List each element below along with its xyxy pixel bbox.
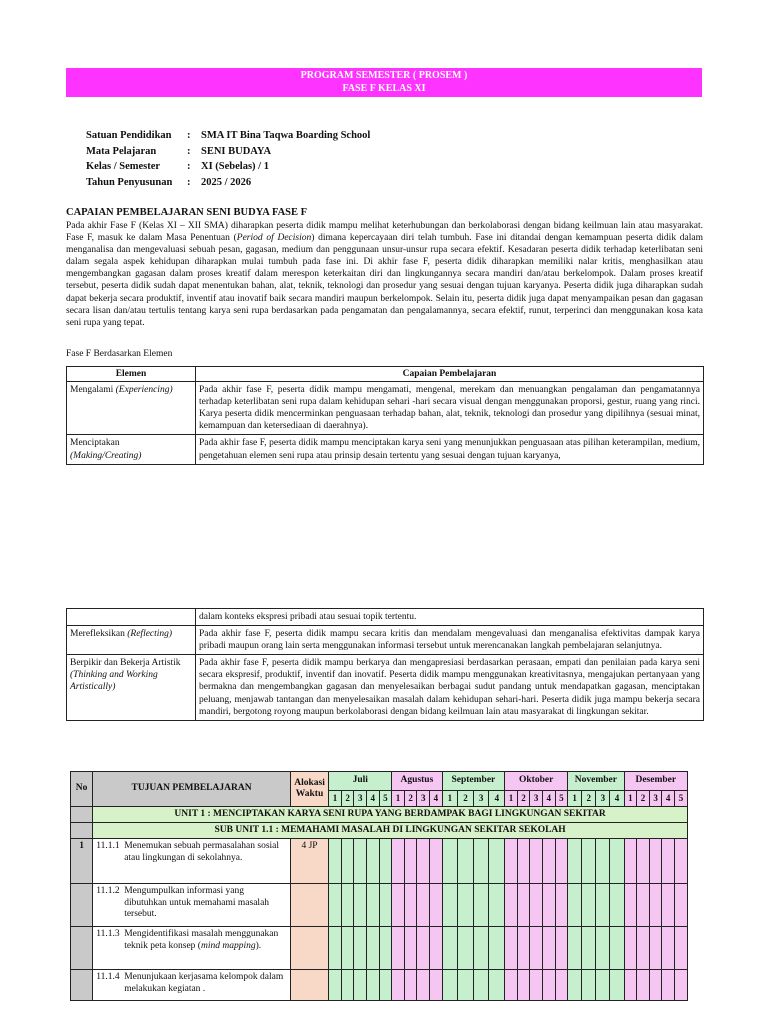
schedule-cell[interactable] bbox=[582, 839, 596, 884]
schedule-cell[interactable] bbox=[662, 927, 675, 970]
tp-row bbox=[71, 970, 688, 1001]
schedule-cell[interactable] bbox=[637, 927, 650, 970]
schedule-cell[interactable] bbox=[505, 970, 518, 1001]
schedule-cell[interactable] bbox=[624, 927, 637, 970]
element-description: Pada akhir fase F, peserta didik mampu mengamati, mengenal, merekam dan menuangkan pengalaman dan pengamatannya terhadap keterlibatan seni rupa dalam kehidupan sehari -hari secara visual dengan menggunakan proporsi, gestur, ruang yang rinci. Karya peserta didik mencerminkan penguasaan terhadap bahan, alat, teknik, teknologi dan prosedur yang dipilihnya (sesuai minat, kemampuan dan ketersediaan di daerahnya). bbox=[196, 382, 704, 435]
schedule-cell[interactable] bbox=[473, 884, 489, 927]
schedule-cell[interactable] bbox=[473, 839, 489, 884]
schedule-cell[interactable] bbox=[568, 884, 582, 927]
schedule-cell[interactable] bbox=[649, 839, 662, 884]
month-header: September bbox=[442, 772, 505, 791]
schedule-cell[interactable] bbox=[542, 884, 555, 927]
tp-allocation: 4 JP bbox=[290, 839, 328, 884]
unit-row bbox=[71, 807, 688, 823]
capaian-subheading: Fase F Berdasarkan Elemen bbox=[66, 349, 173, 359]
schedule-cell[interactable] bbox=[674, 839, 687, 884]
schedule-cell[interactable] bbox=[329, 884, 342, 927]
col-elemen: Elemen bbox=[67, 367, 196, 382]
week-number: 1 bbox=[624, 791, 637, 807]
schedule-cell[interactable] bbox=[379, 884, 392, 927]
month-header: Juli bbox=[329, 772, 392, 791]
schedule-cell[interactable] bbox=[568, 839, 582, 884]
schedule-cell[interactable] bbox=[417, 839, 430, 884]
week-number: 3 bbox=[596, 791, 610, 807]
month-header: Oktober bbox=[505, 772, 568, 791]
schedule-cell[interactable] bbox=[341, 884, 354, 927]
identity-label: Kelas / Semester bbox=[86, 161, 161, 173]
element-table bbox=[66, 366, 704, 465]
schedule-cell[interactable] bbox=[354, 927, 367, 970]
tp-number bbox=[71, 927, 93, 970]
plan-header-row bbox=[71, 772, 688, 791]
week-number: 1 bbox=[329, 791, 342, 807]
schedule-cell[interactable] bbox=[329, 927, 342, 970]
schedule-cell[interactable] bbox=[674, 884, 687, 927]
schedule-cell[interactable] bbox=[430, 839, 443, 884]
schedule-cell[interactable] bbox=[366, 884, 379, 927]
schedule-cell[interactable] bbox=[404, 839, 417, 884]
schedule-cell[interactable] bbox=[582, 970, 596, 1001]
identity-block bbox=[86, 128, 501, 190]
tp-row bbox=[71, 884, 688, 927]
unit-title: UNIT 1 : MENCIPTAKAN KARYA SENI RUPA YANG BERDAMPAK BAGI LINGKUNGAN SEKITAR bbox=[93, 807, 688, 823]
schedule-cell[interactable] bbox=[430, 927, 443, 970]
week-number: 4 bbox=[542, 791, 555, 807]
tp-allocation bbox=[290, 970, 328, 1001]
schedule-cell[interactable] bbox=[489, 970, 505, 1001]
week-number: 2 bbox=[458, 791, 474, 807]
schedule-cell[interactable] bbox=[404, 927, 417, 970]
schedule-cell[interactable] bbox=[489, 839, 505, 884]
schedule-cell[interactable] bbox=[417, 970, 430, 1001]
schedule-cell[interactable] bbox=[366, 970, 379, 1001]
week-number: 4 bbox=[662, 791, 675, 807]
week-number: 2 bbox=[637, 791, 650, 807]
element-name: Mengalami (Experiencing) bbox=[67, 382, 196, 435]
title-line-1: PROGRAM SEMESTER ( PROSEM ) bbox=[300, 70, 468, 81]
tp-row bbox=[71, 839, 688, 884]
schedule-cell[interactable] bbox=[430, 970, 443, 1001]
schedule-cell[interactable] bbox=[442, 927, 458, 970]
schedule-cell[interactable] bbox=[555, 927, 568, 970]
tp-allocation bbox=[290, 884, 328, 927]
schedule-cell[interactable] bbox=[649, 970, 662, 1001]
schedule-cell[interactable] bbox=[596, 839, 610, 884]
week-number: 4 bbox=[430, 791, 443, 807]
tp-row bbox=[71, 927, 688, 970]
month-header: November bbox=[568, 772, 624, 791]
tp-code: 11.1.1 bbox=[96, 841, 120, 851]
schedule-cell[interactable] bbox=[442, 884, 458, 927]
week-number: 1 bbox=[442, 791, 458, 807]
schedule-cell[interactable] bbox=[458, 884, 474, 927]
element-description: Pada akhir fase F, peserta didik mampu secara kritis dan mendalam mengevaluasi dan menganalisa efektivitas dampak karya pribadi maupun orang lain serta menggunakan informasi tersebut untuk merencanakan langkah pembelajaran selanjutnya. bbox=[196, 626, 704, 655]
schedule-cell[interactable] bbox=[568, 970, 582, 1001]
tp-allocation bbox=[290, 927, 328, 970]
tp-text: Mengumpulkan informasi yang dibutuhkan untuk memahami masalah tersebut. bbox=[124, 886, 270, 919]
identity-value: XI (Sebelas) / 1 bbox=[201, 161, 269, 173]
tp-code: 11.1.2 bbox=[96, 886, 120, 896]
element-description: Pada akhir fase F, peserta didik mampu menciptakan karya seni yang menunjukkan penguasaan atas pilihan keterampilan, medium, pengetahuan elemen seni rupa atau prinsip desain tertentu yang sesuai dengan tujuan karyanya, bbox=[196, 435, 704, 464]
title-line-2: FASE F KELAS XI bbox=[342, 83, 426, 94]
schedule-cell[interactable] bbox=[555, 884, 568, 927]
element-row bbox=[67, 626, 704, 655]
schedule-cell[interactable] bbox=[530, 927, 543, 970]
schedule-cell[interactable] bbox=[392, 927, 405, 970]
schedule-cell[interactable] bbox=[366, 927, 379, 970]
element-row bbox=[67, 435, 704, 464]
schedule-cell[interactable] bbox=[354, 970, 367, 1001]
week-number: 4 bbox=[366, 791, 379, 807]
element-description: dalam konteks ekspresi pribadi atau sesuai topik tertentu. bbox=[196, 609, 704, 626]
schedule-cell[interactable] bbox=[610, 884, 624, 927]
schedule-cell[interactable] bbox=[517, 970, 530, 1001]
element-row bbox=[67, 655, 704, 720]
col-no: No bbox=[71, 772, 93, 807]
tp-number bbox=[71, 970, 93, 1001]
schedule-cell[interactable] bbox=[366, 839, 379, 884]
schedule-cell[interactable] bbox=[596, 927, 610, 970]
week-number: 1 bbox=[568, 791, 582, 807]
schedule-cell[interactable] bbox=[596, 884, 610, 927]
element-name: Merefleksikan (Reflecting) bbox=[67, 626, 196, 655]
schedule-cell[interactable] bbox=[329, 839, 342, 884]
schedule-cell[interactable] bbox=[610, 927, 624, 970]
tp-text: Menunjukaan kerjasama kelompok dalam melakukan kegiatan . bbox=[124, 972, 284, 994]
tp-number bbox=[71, 884, 93, 927]
identity-row: Satuan Pendidikan : SMA IT Bina Taqwa Boarding School bbox=[86, 128, 501, 144]
schedule-cell[interactable] bbox=[530, 970, 543, 1001]
schedule-cell[interactable] bbox=[624, 970, 637, 1001]
schedule-cell[interactable] bbox=[341, 839, 354, 884]
month-header: Agustus bbox=[392, 772, 442, 791]
tp-code: 11.1.4 bbox=[96, 972, 120, 982]
subunit-row bbox=[71, 823, 688, 839]
schedule-cell[interactable] bbox=[637, 884, 650, 927]
col-capaian: Capaian Pembelajaran bbox=[196, 367, 704, 382]
schedule-cell[interactable] bbox=[473, 927, 489, 970]
schedule-cell[interactable] bbox=[674, 970, 687, 1001]
schedule-cell[interactable] bbox=[637, 839, 650, 884]
schedule-cell[interactable] bbox=[555, 839, 568, 884]
col-tujuan: TUJUAN PEMBELAJARAN bbox=[93, 772, 291, 807]
tp-description bbox=[93, 970, 291, 1001]
schedule-cell[interactable] bbox=[649, 884, 662, 927]
capaian-heading: CAPAIAN PEMBELAJARAN SENI BUDYA FASE F bbox=[66, 207, 308, 218]
tp-code: 11.1.3 bbox=[96, 929, 120, 939]
element-table-continued bbox=[66, 608, 704, 721]
tp-text: Menemukan sebuah permasalahan sosial atau lingkungan di sekolahnya. bbox=[124, 841, 280, 863]
schedule-cell[interactable] bbox=[542, 970, 555, 1001]
schedule-cell[interactable] bbox=[417, 884, 430, 927]
schedule-cell[interactable] bbox=[542, 927, 555, 970]
semester-plan-table bbox=[70, 771, 688, 1001]
tp-number: 1 bbox=[71, 839, 93, 884]
identity-row: Kelas / Semester : XI (Sebelas) / 1 bbox=[86, 159, 501, 175]
capaian-paragraph: Pada akhir Fase F (Kelas XI – XII SMA) diharapkan peserta didik mampu melihat keterhubungan dan berkolaborasi dengan bidang keilmuan lain atau masyarakat. Fase F, masuk ke dalam Masa Penentuan (Period of Decision) dimana kepercayaan diri telah tumbuh. Fase ini ditandai dengan kemampuan peserta didik dalam menganalisa dan mengevaluasi sebuah pesan, gagasan, medium dan penggunaan unsur-unsur rupa secara efektif. Kesadaran peserta didik terhadap keterlibatan seni dalam segala aspek kehidupan diharapkan mulai tumbuh pada fase ini. Di akhir fase F, peserta didik diharapkan memiliki nalar kritis, menghasilkan atau mengembangkan gagasan dalam proses kreatif dalam merespon keterkaitan diri dan lingkungannya secara mandiri dan/atau berkelompok. Dalam proses kreatif tersebut, peserta didik sudah dapat menentukan bahan, alat, teknik, teknologi dan prosedur yang sesuai dengan tujuan karyanya. Peserta didik juga diharapkan sudah dapat bekerja secara produktif, inventif atau inovatif baik secara mandiri maupun berkelompok. Selain itu, peserta didik juga dapat menyampaikan pesan dan gagasan secara lisan dan/atau tertulis tentang karya seni rupa berdasarkan pada pengamatan dan pengalamannya, secara efektif, runut, terperinci dan menggunakan kosa kata seni rupa yang tepat. bbox=[66, 221, 704, 328]
schedule-cell[interactable] bbox=[379, 839, 392, 884]
tp-rows bbox=[71, 839, 688, 1001]
schedule-cell[interactable] bbox=[662, 884, 675, 927]
schedule-cell[interactable] bbox=[329, 970, 342, 1001]
week-number: 2 bbox=[517, 791, 530, 807]
schedule-cell[interactable] bbox=[354, 839, 367, 884]
element-row bbox=[67, 382, 704, 435]
document-title-bar bbox=[66, 68, 702, 97]
tp-description bbox=[93, 884, 291, 927]
week-number: 3 bbox=[417, 791, 430, 807]
week-number: 4 bbox=[489, 791, 505, 807]
schedule-cell[interactable] bbox=[379, 927, 392, 970]
identity-label: Satuan Pendidikan bbox=[86, 130, 172, 142]
week-number: 3 bbox=[649, 791, 662, 807]
week-number: 3 bbox=[530, 791, 543, 807]
schedule-cell[interactable] bbox=[582, 927, 596, 970]
schedule-cell[interactable] bbox=[458, 839, 474, 884]
week-number: 1 bbox=[505, 791, 518, 807]
schedule-cell[interactable] bbox=[637, 970, 650, 1001]
schedule-cell[interactable] bbox=[555, 970, 568, 1001]
schedule-cell[interactable] bbox=[442, 970, 458, 1001]
schedule-cell[interactable] bbox=[379, 970, 392, 1001]
schedule-cell[interactable] bbox=[610, 970, 624, 1001]
schedule-cell[interactable] bbox=[517, 884, 530, 927]
schedule-cell[interactable] bbox=[458, 970, 474, 1001]
week-number: 5 bbox=[555, 791, 568, 807]
schedule-cell[interactable] bbox=[674, 927, 687, 970]
subunit-title: SUB UNIT 1.1 : MEMAHAMI MASALAH DI LINGKUNGAN SEKITAR SEKOLAH bbox=[93, 823, 688, 839]
week-number: 2 bbox=[341, 791, 354, 807]
identity-row: Mata Pelajaran : SENI BUDAYA bbox=[86, 144, 501, 160]
schedule-cell[interactable] bbox=[489, 927, 505, 970]
schedule-cell[interactable] bbox=[505, 839, 518, 884]
tp-description bbox=[93, 927, 291, 970]
schedule-cell[interactable] bbox=[473, 970, 489, 1001]
week-number: 2 bbox=[404, 791, 417, 807]
schedule-cell[interactable] bbox=[505, 927, 518, 970]
identity-row: Tahun Penyusunan : 2025 / 2026 bbox=[86, 175, 501, 191]
identity-value: SMA IT Bina Taqwa Boarding School bbox=[201, 130, 371, 142]
schedule-cell[interactable] bbox=[505, 884, 518, 927]
col-alokasi: Alokasi Waktu bbox=[290, 772, 328, 807]
element-description: Pada akhir fase F, peserta didik mampu berkarya dan mengapresiasi berdasarkan perasaan, empati dan penilaian pada karya seni secara ekspresif, produktif, inventif dan inovatif. Peserta didik mampu menggunakan kreativitasnya, mengajukan pertanyaan yang bermakna dan mengembangkan gagasan dan menyelesaikan berbagai sudut pandang untuk mendapatkan gagasan, menciptakan peluang, menjawab tantangan dan menyelesaikan masalah dalam kehidupan sehari-hari. Peserta didik juga mampu bekerja secara mandiri, bergotong royong maupun berkolaborasi dengan bidang keilmuan lain atau masyarakat di lingkungan sekitar. bbox=[196, 655, 704, 720]
tp-text: Mengidentifikasi masalah menggunakan teknik peta konsep (mind mapping). bbox=[124, 929, 279, 951]
schedule-cell[interactable] bbox=[458, 927, 474, 970]
schedule-cell[interactable] bbox=[341, 927, 354, 970]
schedule-cell[interactable] bbox=[530, 839, 543, 884]
element-name: Berpikir dan Bekerja Artistik (Thinking and Working Artistically) bbox=[67, 655, 196, 720]
week-number: 4 bbox=[610, 791, 624, 807]
schedule-cell[interactable] bbox=[417, 927, 430, 970]
schedule-cell[interactable] bbox=[662, 839, 675, 884]
schedule-cell[interactable] bbox=[517, 927, 530, 970]
schedule-cell[interactable] bbox=[568, 927, 582, 970]
element-row bbox=[67, 609, 704, 626]
schedule-cell[interactable] bbox=[430, 884, 443, 927]
schedule-cell[interactable] bbox=[354, 884, 367, 927]
schedule-cell[interactable] bbox=[624, 884, 637, 927]
schedule-cell[interactable] bbox=[392, 970, 405, 1001]
week-number: 5 bbox=[674, 791, 687, 807]
schedule-cell[interactable] bbox=[404, 884, 417, 927]
identity-label: Mata Pelajaran bbox=[86, 145, 157, 157]
schedule-cell[interactable] bbox=[489, 884, 505, 927]
schedule-cell[interactable] bbox=[596, 970, 610, 1001]
schedule-cell[interactable] bbox=[442, 839, 458, 884]
schedule-cell[interactable] bbox=[392, 884, 405, 927]
schedule-cell[interactable] bbox=[542, 839, 555, 884]
schedule-cell[interactable] bbox=[610, 839, 624, 884]
schedule-cell[interactable] bbox=[341, 970, 354, 1001]
week-number: 3 bbox=[354, 791, 367, 807]
schedule-cell[interactable] bbox=[392, 839, 405, 884]
schedule-cell[interactable] bbox=[517, 839, 530, 884]
schedule-cell[interactable] bbox=[530, 884, 543, 927]
week-number: 5 bbox=[379, 791, 392, 807]
element-name: Menciptakan (Making/Creating) bbox=[67, 435, 196, 464]
element-table-header bbox=[67, 367, 704, 382]
schedule-cell[interactable] bbox=[649, 927, 662, 970]
tp-description bbox=[93, 839, 291, 884]
schedule-cell[interactable] bbox=[404, 970, 417, 1001]
identity-value: 2025 / 2026 bbox=[201, 176, 252, 188]
week-number: 2 bbox=[582, 791, 596, 807]
schedule-cell[interactable] bbox=[624, 839, 637, 884]
identity-label: Tahun Penyusunan bbox=[86, 176, 173, 188]
month-header: Desember bbox=[624, 772, 687, 791]
week-number: 3 bbox=[473, 791, 489, 807]
identity-value: SENI BUDAYA bbox=[201, 145, 272, 157]
schedule-cell[interactable] bbox=[662, 970, 675, 1001]
schedule-cell[interactable] bbox=[582, 884, 596, 927]
week-number: 1 bbox=[392, 791, 405, 807]
